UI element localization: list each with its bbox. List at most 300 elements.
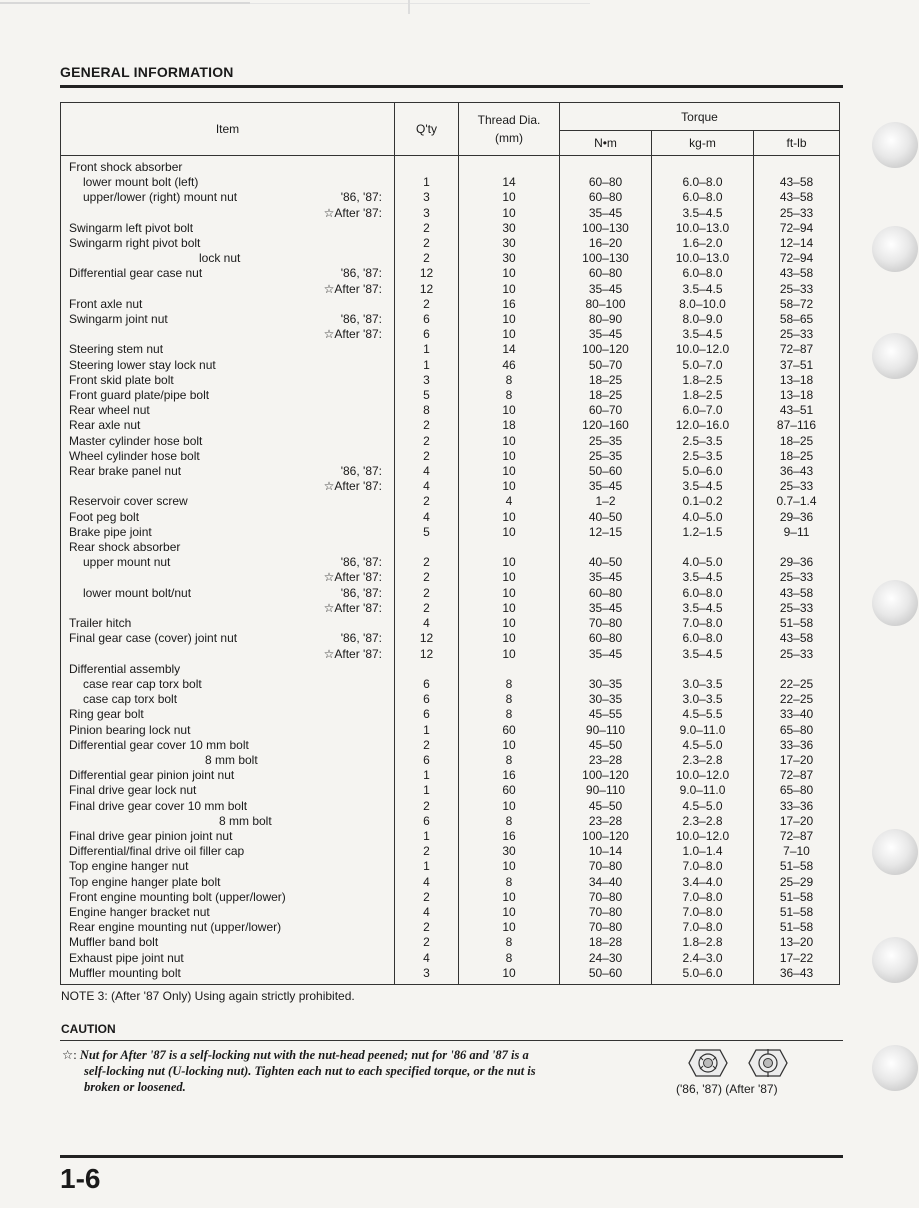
table-row [61, 206, 840, 221]
thread-dia-cell: 60 [459, 783, 560, 798]
table-row [61, 814, 840, 829]
torque-kgm-cell: 4.0–5.0 [652, 555, 754, 570]
item-name: Swingarm right pivot bolt [69, 236, 201, 251]
footer-rule [60, 1155, 843, 1158]
torque-kgm-cell: 4.5–5.0 [652, 738, 754, 753]
qty-cell: 4 [395, 951, 459, 966]
torque-kgm-cell: 5.0–6.0 [652, 464, 754, 479]
torque-nm-cell [560, 540, 652, 555]
thread-dia-cell: 18 [459, 418, 560, 433]
table-row [61, 844, 840, 859]
torque-ftlb-cell: 33–36 [754, 738, 840, 753]
torque-nm-cell: 70–80 [560, 905, 652, 920]
torque-nm-cell: 60–80 [560, 266, 652, 281]
table-row [61, 221, 840, 236]
item-cell [61, 920, 395, 935]
header-nm: N•m [560, 131, 652, 156]
torque-nm-cell: 50–70 [560, 358, 652, 373]
torque-kgm-cell: 3.0–3.5 [652, 692, 754, 707]
table-row [61, 738, 840, 753]
torque-kgm-cell: 10.0–12.0 [652, 829, 754, 844]
torque-ftlb-cell: 13–18 [754, 373, 840, 388]
torque-kgm-cell: 4.5–5.0 [652, 799, 754, 814]
torque-ftlb-cell: 25–33 [754, 327, 840, 342]
table-row [61, 434, 840, 449]
torque-ftlb-cell: 43–58 [754, 266, 840, 281]
torque-kgm-cell: 3.4–4.0 [652, 875, 754, 890]
torque-ftlb-cell: 17–20 [754, 753, 840, 768]
torque-nm-cell: 60–70 [560, 403, 652, 418]
table-row [61, 418, 840, 433]
torque-nm-cell: 12–15 [560, 525, 652, 540]
thread-dia-cell: 10 [459, 282, 560, 297]
torque-nm-cell: 100–120 [560, 829, 652, 844]
torque-nm-cell: 45–50 [560, 799, 652, 814]
table-row [61, 464, 840, 479]
item-name: Front guard plate/pipe bolt [69, 388, 210, 403]
qty-cell: 3 [395, 190, 459, 205]
qty-cell: 2 [395, 935, 459, 950]
qty-cell: 6 [395, 707, 459, 722]
thread-dia-cell: 10 [459, 403, 560, 418]
torque-ftlb-cell: 72–87 [754, 342, 840, 357]
torque-kgm-cell: 10.0–13.0 [652, 221, 754, 236]
torque-kgm-cell: 6.0–8.0 [652, 631, 754, 646]
torque-nm-cell: 60–80 [560, 190, 652, 205]
torque-nm-cell: 1–2 [560, 494, 652, 509]
item-name: 8 mm bolt [219, 813, 272, 828]
torque-kgm-cell: 6.0–8.0 [652, 586, 754, 601]
torque-ftlb-cell: 25–33 [754, 206, 840, 221]
thread-dia-cell: 8 [459, 692, 560, 707]
table-row [61, 525, 840, 540]
torque-kgm-cell: 1.8–2.5 [652, 373, 754, 388]
torque-ftlb-cell: 65–80 [754, 783, 840, 798]
item-cell [61, 403, 395, 418]
item-name: Final gear case (cover) joint nut [69, 631, 238, 646]
item-name: Differential assembly [69, 661, 181, 676]
item-name: Differential/final drive oil filler cap [69, 844, 245, 859]
torque-kgm-cell: 1.0–1.4 [652, 844, 754, 859]
header-thread-unit: (mm) [495, 131, 523, 145]
qty-cell: 2 [395, 570, 459, 585]
torque-kgm-cell: 5.0–6.0 [652, 966, 754, 985]
table-row [61, 358, 840, 373]
table-row [61, 175, 840, 190]
qty-cell: 4 [395, 905, 459, 920]
item-name: lower mount bolt/nut [83, 585, 192, 600]
table-row [61, 190, 840, 205]
qty-cell: 2 [395, 586, 459, 601]
model-year-note: ☆After '87: [323, 600, 382, 615]
qty-cell: 1 [395, 859, 459, 874]
thread-dia-cell: 8 [459, 707, 560, 722]
table-row [61, 449, 840, 464]
torque-ftlb-cell: 72–87 [754, 829, 840, 844]
table-row [61, 631, 840, 646]
item-cell [61, 525, 395, 540]
qty-cell: 12 [395, 631, 459, 646]
model-year-note: ☆After '87: [323, 570, 382, 585]
item-cell [61, 236, 395, 251]
torque-kgm-cell: 3.5–4.5 [652, 206, 754, 221]
item-cell [61, 586, 395, 601]
item-name: upper mount nut [83, 555, 171, 570]
item-cell [61, 479, 395, 494]
thread-dia-cell: 16 [459, 829, 560, 844]
qty-cell: 2 [395, 920, 459, 935]
torque-kgm-cell: 7.0–8.0 [652, 905, 754, 920]
item-name: Pinion bearing lock nut [69, 722, 191, 737]
item-cell [61, 662, 395, 677]
thread-dia-cell: 8 [459, 373, 560, 388]
item-name: Front shock absorber [69, 160, 183, 174]
thread-dia-cell: 30 [459, 221, 560, 236]
table-row [61, 510, 840, 525]
binder-hole [872, 937, 918, 983]
thread-dia-cell: 10 [459, 570, 560, 585]
torque-ftlb-cell: 25–33 [754, 282, 840, 297]
torque-ftlb-cell: 51–58 [754, 890, 840, 905]
thread-dia-cell: 8 [459, 951, 560, 966]
torque-kgm-cell: 7.0–8.0 [652, 859, 754, 874]
table-row [61, 677, 840, 692]
qty-cell: 6 [395, 327, 459, 342]
item-name: Engine hanger bracket nut [69, 904, 210, 919]
thread-dia-cell: 10 [459, 905, 560, 920]
peened-self-locking-nut-icon [748, 1046, 788, 1080]
torque-ftlb-cell: 58–65 [754, 312, 840, 327]
torque-nm-cell: 90–110 [560, 723, 652, 738]
thread-dia-cell: 4 [459, 494, 560, 509]
thread-dia-cell: 8 [459, 935, 560, 950]
torque-nm-cell: 30–35 [560, 677, 652, 692]
thread-dia-cell: 10 [459, 966, 560, 985]
qty-cell [395, 540, 459, 555]
torque-ftlb-cell: 87–116 [754, 418, 840, 433]
item-name: case rear cap torx bolt [83, 676, 202, 691]
torque-kgm-cell: 12.0–16.0 [652, 418, 754, 433]
item-name: Top engine hanger nut [69, 859, 189, 874]
table-row [61, 966, 840, 985]
thread-dia-cell: 10 [459, 586, 560, 601]
qty-cell: 2 [395, 251, 459, 266]
torque-nm-cell: 70–80 [560, 890, 652, 905]
item-cell [61, 738, 395, 753]
torque-ftlb-cell: 33–40 [754, 707, 840, 722]
item-name: Foot peg bolt [69, 509, 140, 524]
qty-cell: 1 [395, 342, 459, 357]
thread-dia-cell: 10 [459, 327, 560, 342]
thread-dia-cell: 10 [459, 510, 560, 525]
table-row [61, 251, 840, 266]
thread-dia-cell: 10 [459, 449, 560, 464]
torque-nm-cell: 70–80 [560, 859, 652, 874]
item-cell [61, 555, 395, 570]
torque-kgm-cell [652, 662, 754, 677]
qty-cell: 3 [395, 966, 459, 985]
model-year-note: ☆After '87: [323, 479, 382, 494]
torque-nm-cell: 35–45 [560, 282, 652, 297]
item-cell [61, 312, 395, 327]
table-row [61, 540, 840, 555]
item-cell [61, 723, 395, 738]
item-cell [61, 570, 395, 585]
item-cell [61, 206, 395, 221]
item-cell [61, 647, 395, 662]
item-name: case cap torx bolt [83, 692, 178, 707]
table-row [61, 859, 840, 874]
item-cell [61, 190, 395, 205]
item-cell [61, 510, 395, 525]
torque-ftlb-cell: 43–58 [754, 175, 840, 190]
item-cell [61, 297, 395, 312]
qty-cell: 3 [395, 206, 459, 221]
qty-cell: 1 [395, 783, 459, 798]
binder-hole [872, 226, 918, 272]
item-cell [61, 692, 395, 707]
thread-dia-cell: 60 [459, 723, 560, 738]
torque-nm-cell: 60–80 [560, 631, 652, 646]
qty-cell: 2 [395, 449, 459, 464]
torque-nm-cell: 40–50 [560, 510, 652, 525]
torque-ftlb-cell: 29–36 [754, 510, 840, 525]
torque-kgm-cell: 10.0–13.0 [652, 251, 754, 266]
item-cell [61, 875, 395, 890]
torque-ftlb-cell [754, 662, 840, 677]
item-name: Reservoir cover screw [69, 494, 188, 509]
torque-ftlb-cell: 43–58 [754, 631, 840, 646]
torque-kgm-cell: 8.0–10.0 [652, 297, 754, 312]
torque-ftlb-cell: 43–58 [754, 190, 840, 205]
torque-ftlb-cell: 36–43 [754, 966, 840, 985]
qty-cell: 2 [395, 236, 459, 251]
table-row [61, 388, 840, 403]
qty-cell: 5 [395, 525, 459, 540]
item-cell [61, 373, 395, 388]
thread-dia-cell: 46 [459, 358, 560, 373]
torque-kgm-cell: 3.5–4.5 [652, 327, 754, 342]
table-row [61, 662, 840, 677]
torque-spec-table [60, 102, 840, 985]
note-3: NOTE 3: (After '87 Only) Using again strictly prohibited. [61, 989, 355, 1003]
torque-nm-cell: 24–30 [560, 951, 652, 966]
qty-cell [395, 662, 459, 677]
torque-nm-cell: 25–35 [560, 434, 652, 449]
thread-dia-cell: 30 [459, 236, 560, 251]
item-name: Final drive gear lock nut [69, 783, 197, 798]
qty-cell: 3 [395, 373, 459, 388]
torque-ftlb-cell: 51–58 [754, 920, 840, 935]
torque-kgm-cell: 1.2–1.5 [652, 525, 754, 540]
qty-cell: 12 [395, 266, 459, 281]
item-name: Differential gear cover 10 mm bolt [69, 737, 249, 752]
table-row [61, 707, 840, 722]
torque-nm-cell: 18–25 [560, 388, 652, 403]
table-row [61, 905, 840, 920]
torque-nm-cell: 35–45 [560, 647, 652, 662]
header-qty: Q'ty [395, 103, 459, 156]
torque-ftlb-cell: 33–36 [754, 799, 840, 814]
header-ftlb: ft-lb [754, 131, 840, 156]
torque-kgm-cell [652, 156, 754, 176]
torque-nm-cell: 70–80 [560, 920, 652, 935]
torque-kgm-cell: 3.5–4.5 [652, 570, 754, 585]
torque-kgm-cell: 3.5–4.5 [652, 601, 754, 616]
qty-cell: 2 [395, 738, 459, 753]
item-cell [61, 175, 395, 190]
item-cell [61, 418, 395, 433]
torque-kgm-cell: 10.0–12.0 [652, 768, 754, 783]
thread-dia-cell: 10 [459, 555, 560, 570]
torque-nm-cell: 80–100 [560, 297, 652, 312]
thread-dia-cell: 14 [459, 175, 560, 190]
thread-dia-cell: 10 [459, 464, 560, 479]
qty-cell: 4 [395, 875, 459, 890]
table-row [61, 479, 840, 494]
item-name: Rear brake panel nut [69, 464, 182, 479]
torque-ftlb-cell: 37–51 [754, 358, 840, 373]
thread-dia-cell: 10 [459, 479, 560, 494]
qty-cell: 6 [395, 753, 459, 768]
item-cell [61, 251, 395, 266]
thread-dia-cell: 10 [459, 206, 560, 221]
torque-ftlb-cell: 72–87 [754, 768, 840, 783]
table-row [61, 768, 840, 783]
torque-ftlb-cell: 72–94 [754, 251, 840, 266]
caution-text [62, 1047, 622, 1095]
binder-hole [872, 333, 918, 379]
nut-caption: ('86, '87) (After '87) [676, 1082, 778, 1096]
qty-cell [395, 156, 459, 176]
qty-cell: 1 [395, 829, 459, 844]
item-cell [61, 799, 395, 814]
item-cell [61, 859, 395, 874]
torque-kgm-cell: 9.0–11.0 [652, 723, 754, 738]
torque-kgm-cell: 1.6–2.0 [652, 236, 754, 251]
thread-dia-cell: 10 [459, 616, 560, 631]
thread-dia-cell [459, 540, 560, 555]
table-row [61, 494, 840, 509]
table-row [61, 616, 840, 631]
item-name: 8 mm bolt [205, 752, 258, 767]
table-row [61, 570, 840, 585]
item-cell [61, 616, 395, 631]
thread-dia-cell: 10 [459, 631, 560, 646]
torque-ftlb-cell: 18–25 [754, 449, 840, 464]
table-row [61, 753, 840, 768]
section-title: GENERAL INFORMATION [60, 64, 234, 80]
torque-ftlb-cell: 25–29 [754, 875, 840, 890]
model-year-note: ☆After '87: [323, 281, 382, 296]
item-cell [61, 905, 395, 920]
qty-cell: 2 [395, 844, 459, 859]
item-cell [61, 358, 395, 373]
item-name: Muffler band bolt [69, 935, 159, 950]
table-row [61, 601, 840, 616]
thread-dia-cell: 8 [459, 753, 560, 768]
header-torque: Torque [560, 103, 840, 131]
item-cell [61, 935, 395, 950]
item-name: Brake pipe joint [69, 524, 152, 539]
thread-dia-cell: 10 [459, 920, 560, 935]
torque-ftlb-cell: 9–11 [754, 525, 840, 540]
torque-ftlb-cell: 25–33 [754, 479, 840, 494]
torque-nm-cell: 100–130 [560, 251, 652, 266]
item-name: Final drive gear cover 10 mm bolt [69, 798, 248, 813]
item-cell [61, 494, 395, 509]
item-name: Rear wheel nut [69, 403, 150, 418]
torque-kgm-cell: 6.0–8.0 [652, 190, 754, 205]
torque-kgm-cell: 3.5–4.5 [652, 282, 754, 297]
item-cell [61, 951, 395, 966]
qty-cell: 12 [395, 282, 459, 297]
item-name: Swingarm left pivot bolt [69, 220, 194, 235]
torque-ftlb-cell [754, 540, 840, 555]
item-name: Wheel cylinder hose bolt [69, 448, 200, 463]
item-name: Differential gear pinion joint nut [69, 768, 235, 783]
torque-kgm-cell: 3.0–3.5 [652, 677, 754, 692]
thread-dia-cell: 8 [459, 875, 560, 890]
torque-kgm-cell: 10.0–12.0 [652, 342, 754, 357]
table-body [61, 156, 840, 985]
binder-hole [872, 122, 918, 168]
table-row [61, 692, 840, 707]
torque-kgm-cell: 2.5–3.5 [652, 434, 754, 449]
item-name: Master cylinder hose bolt [69, 433, 203, 448]
torque-kgm-cell: 6.0–7.0 [652, 403, 754, 418]
qty-cell: 1 [395, 358, 459, 373]
torque-ftlb-cell: 51–58 [754, 859, 840, 874]
torque-ftlb-cell [754, 156, 840, 176]
item-name: Rear engine mounting nut (upper/lower) [69, 920, 282, 935]
thread-dia-cell: 10 [459, 266, 560, 281]
torque-nm-cell: 50–60 [560, 966, 652, 985]
torque-kgm-cell: 5.0–7.0 [652, 358, 754, 373]
item-cell [61, 844, 395, 859]
item-cell [61, 707, 395, 722]
header-thread-label: Thread Dia. [477, 113, 541, 127]
thread-dia-cell: 10 [459, 601, 560, 616]
torque-ftlb-cell: 18–25 [754, 434, 840, 449]
qty-cell: 1 [395, 768, 459, 783]
torque-kgm-cell: 7.0–8.0 [652, 920, 754, 935]
item-cell [61, 753, 395, 768]
torque-nm-cell: 30–35 [560, 692, 652, 707]
qty-cell: 2 [395, 418, 459, 433]
torque-nm-cell: 35–45 [560, 327, 652, 342]
thread-dia-cell: 16 [459, 297, 560, 312]
table-row [61, 156, 840, 176]
item-name: lock nut [199, 251, 241, 266]
torque-ftlb-cell: 58–72 [754, 297, 840, 312]
torque-ftlb-cell: 13–18 [754, 388, 840, 403]
torque-kgm-cell: 2.3–2.8 [652, 814, 754, 829]
torque-ftlb-cell: 51–58 [754, 616, 840, 631]
thread-dia-cell: 10 [459, 859, 560, 874]
torque-ftlb-cell: 43–58 [754, 586, 840, 601]
table-row [61, 342, 840, 357]
torque-kgm-cell: 1.8–2.8 [652, 935, 754, 950]
torque-nm-cell: 120–160 [560, 418, 652, 433]
header-item: Item [61, 103, 395, 156]
torque-nm-cell: 23–28 [560, 753, 652, 768]
item-name: Ring gear bolt [69, 707, 144, 722]
torque-nm-cell: 70–80 [560, 616, 652, 631]
torque-kgm-cell: 8.0–9.0 [652, 312, 754, 327]
caution-rule [60, 1040, 843, 1041]
table-row [61, 282, 840, 297]
